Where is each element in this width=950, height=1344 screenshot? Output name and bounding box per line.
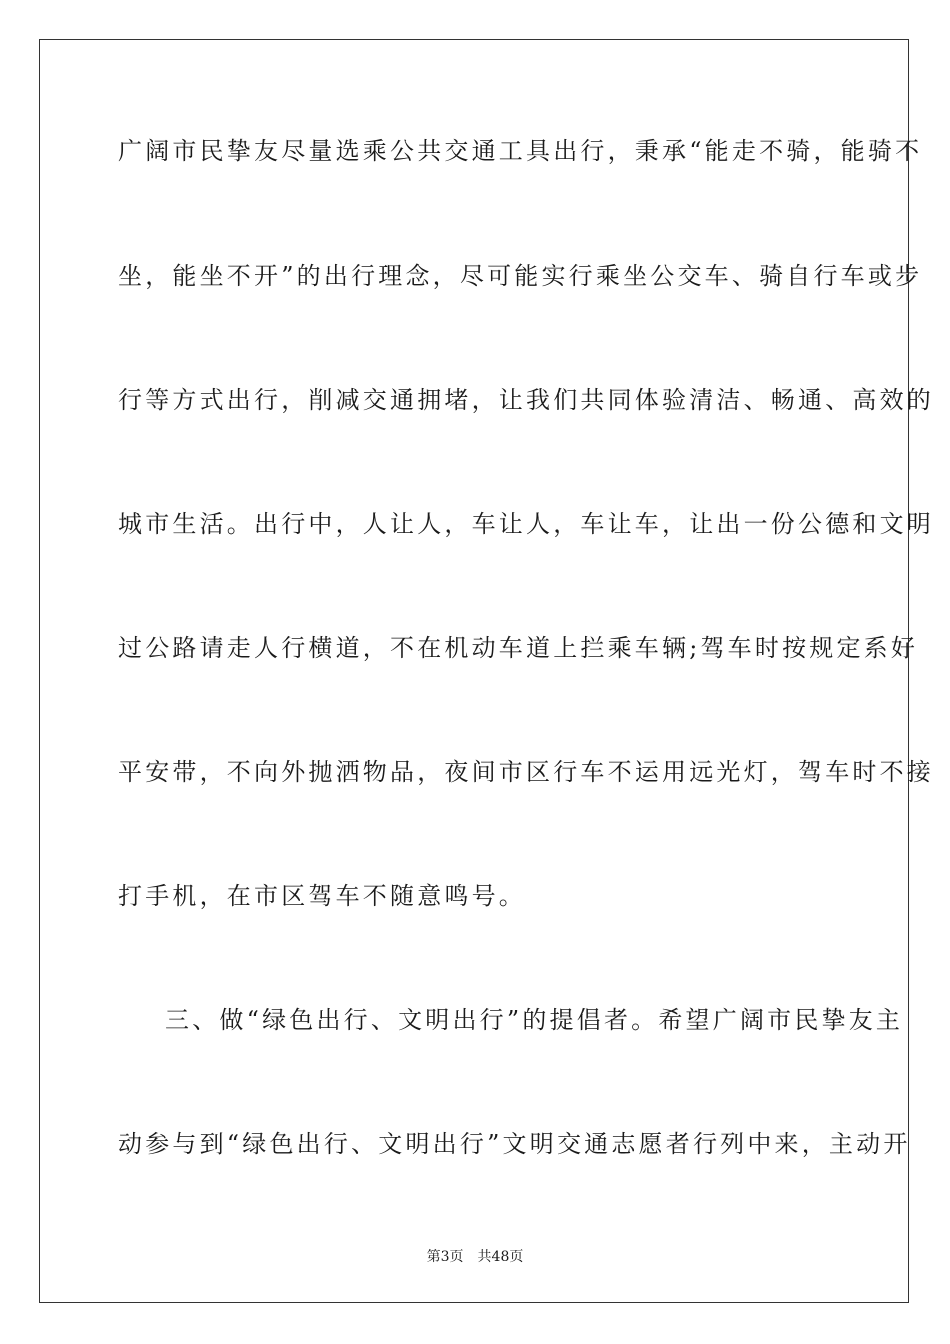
body-text-line: 打手机，在市区驾车不随意鸣号。 (118, 882, 526, 910)
body-text-line: 广阔市民挚友尽量选乘公共交通工具出行，秉承“能走不骑，能骑不 (118, 137, 923, 165)
body-text-line: 行等方式出行，削减交通拥堵，让我们共同体验清洁、畅通、高效的 (118, 386, 934, 414)
body-text-line: 城市生活。出行中，人让人，车让人，车让车，让出一份公德和文明 (118, 510, 934, 538)
page-footer (0, 1248, 950, 1266)
body-text-line: 动参与到“绿色出行、文明出行”文明交通志愿者行列中来，主动开 (118, 1130, 911, 1158)
total-pages: 共48页 (477, 1249, 524, 1265)
body-text-line: 过公路请走人行横道，不在机动车道上拦乘车辆;驾车时按规定系好 (118, 634, 919, 662)
body-text-line: 平安带，不向外抛洒物品，夜间市区行车不运用远光灯，驾车时不接 (118, 758, 934, 786)
body-text-line: 坐，能坐不开”的出行理念，尽可能实行乘坐公交车、骑自行车或步 (118, 262, 923, 290)
paragraph-start-line: 三、做“绿色出行、文明出行”的提倡者。希望广阔市民挚友主 (165, 1006, 904, 1034)
page-number: 第3页 (426, 1249, 464, 1265)
page-border (39, 39, 934, 1303)
